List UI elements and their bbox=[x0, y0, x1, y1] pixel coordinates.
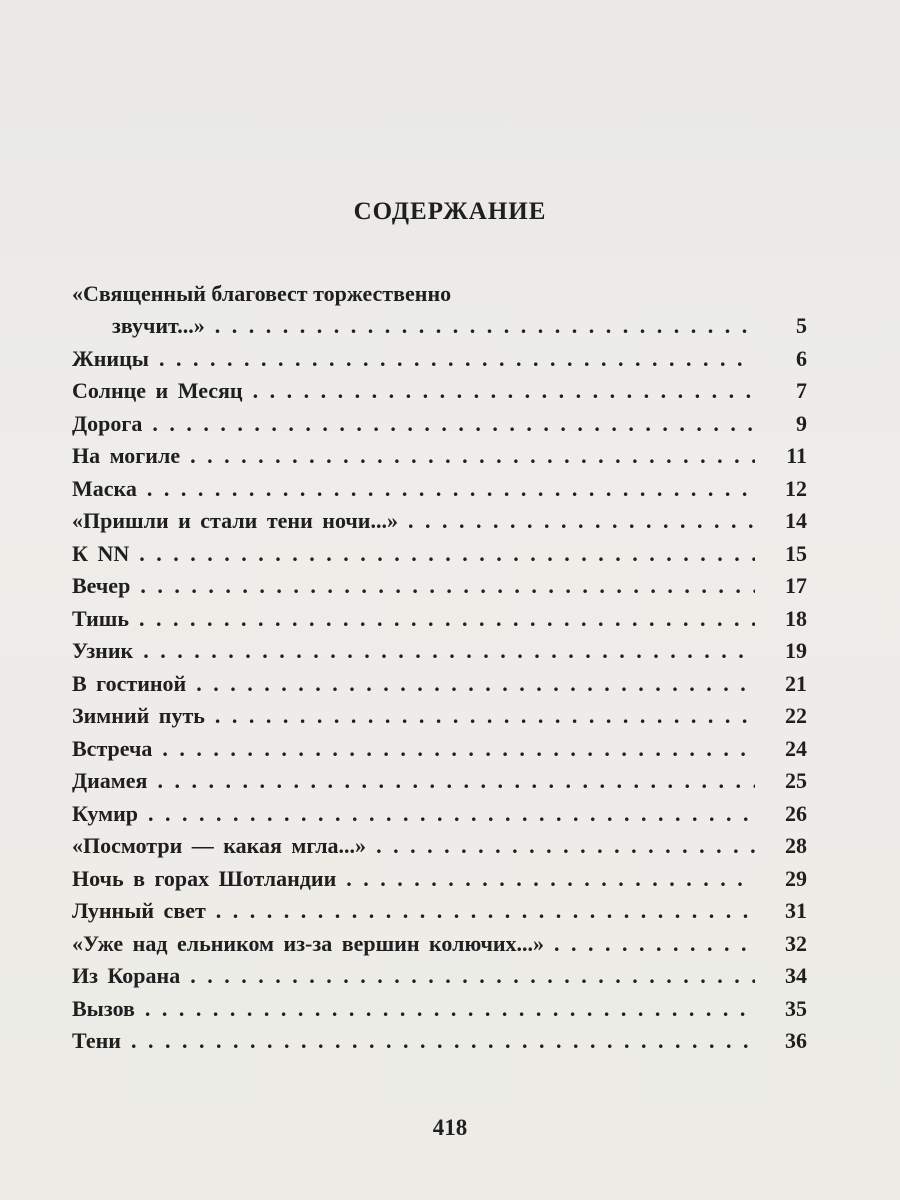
toc-entry-title: Солнце и Месяц bbox=[72, 378, 243, 403]
toc-entry bbox=[72, 928, 807, 961]
toc-entry-title: Тени bbox=[72, 1028, 121, 1053]
dot-leader bbox=[205, 310, 755, 343]
toc-page-number: 15 bbox=[785, 540, 807, 566]
toc-entry bbox=[72, 863, 807, 896]
toc-page-number: 19 bbox=[785, 638, 807, 663]
dot-leader bbox=[147, 765, 755, 798]
toc-entry-title: «Уже над ельником из-за вершин колючих...» bbox=[72, 930, 545, 956]
table-of-contents bbox=[72, 278, 807, 1058]
toc-entry-title: Из Корана bbox=[72, 963, 181, 988]
toc-entry-title: Жницы bbox=[72, 345, 149, 371]
page-title: СОДЕРЖАНИЕ bbox=[353, 198, 547, 225]
dot-leader bbox=[142, 408, 755, 441]
toc-page-number: 17 bbox=[785, 573, 807, 598]
toc-entry-title: Ночь в горах Шотландии bbox=[72, 865, 337, 891]
toc-entry bbox=[72, 798, 807, 831]
toc-entry bbox=[72, 830, 807, 863]
toc-entry bbox=[72, 765, 807, 798]
dot-leader bbox=[138, 798, 755, 831]
toc-entry bbox=[72, 603, 807, 636]
toc-entry-title: Встреча bbox=[72, 735, 153, 761]
dot-leader bbox=[180, 960, 755, 993]
toc-entry-title: Тишь bbox=[72, 605, 130, 631]
dot-leader bbox=[186, 668, 755, 701]
dot-leader bbox=[129, 538, 755, 571]
toc-entry-title: «Пришли и стали тени ночи...» bbox=[72, 508, 398, 533]
toc-page-number: 21 bbox=[785, 670, 807, 696]
toc-entry bbox=[72, 1025, 807, 1058]
toc-entry-title: Вечер bbox=[72, 573, 131, 598]
toc-entry bbox=[72, 570, 807, 603]
toc-page-number: 28 bbox=[785, 833, 807, 858]
toc-entry bbox=[72, 408, 807, 441]
toc-entry bbox=[72, 538, 807, 571]
toc-page-number: 5 bbox=[796, 313, 807, 338]
toc-page-number: 24 bbox=[785, 735, 807, 761]
toc-page-number: 11 bbox=[786, 443, 807, 468]
toc-entry bbox=[72, 895, 807, 928]
toc-entry bbox=[72, 505, 807, 538]
dot-leader bbox=[336, 863, 755, 896]
dot-leader bbox=[137, 473, 755, 506]
toc-entry-title: Дорога bbox=[72, 410, 143, 436]
dot-leader bbox=[366, 830, 755, 863]
toc-entry-title: Кумир bbox=[72, 800, 139, 826]
toc-entry bbox=[72, 635, 807, 668]
dot-leader bbox=[133, 635, 755, 668]
dot-leader bbox=[243, 375, 755, 408]
toc-page-number: 35 bbox=[785, 995, 807, 1021]
toc-entry-title: Зимний путь bbox=[72, 703, 205, 728]
dot-leader bbox=[398, 505, 755, 538]
toc-page-number: 36 bbox=[785, 1028, 807, 1053]
toc-page-number: 12 bbox=[785, 475, 807, 501]
toc-entry-title: Вызов bbox=[72, 995, 135, 1021]
toc-entry bbox=[72, 343, 807, 376]
toc-entry-title: К NN bbox=[72, 540, 130, 566]
toc-entry bbox=[72, 668, 807, 701]
toc-page-number: 26 bbox=[785, 800, 807, 826]
toc-page-number: 34 bbox=[785, 963, 807, 988]
dot-leader bbox=[130, 570, 755, 603]
dot-leader bbox=[121, 1025, 755, 1058]
toc-page-number: 32 bbox=[785, 930, 807, 956]
toc-entry bbox=[72, 960, 807, 993]
toc-page-number: 31 bbox=[785, 898, 807, 923]
toc-page-number: 6 bbox=[796, 345, 807, 371]
toc-entry bbox=[72, 473, 807, 506]
toc-entry bbox=[72, 733, 807, 766]
dot-leader bbox=[205, 700, 755, 733]
toc-entry bbox=[72, 700, 807, 733]
toc-page-number: 29 bbox=[785, 865, 807, 891]
toc-page-number: 14 bbox=[785, 508, 807, 533]
toc-entry-title: Маска bbox=[72, 475, 137, 501]
page-number: 418 bbox=[432, 1115, 468, 1140]
toc-page-number: 9 bbox=[796, 410, 807, 436]
toc-entry-title: В гостиной bbox=[72, 670, 187, 696]
toc-entry-title: Диамея bbox=[72, 768, 148, 793]
dot-leader bbox=[180, 440, 755, 473]
dot-leader bbox=[129, 603, 755, 636]
dot-leader bbox=[149, 343, 755, 376]
toc-entry-title: звучит...» bbox=[112, 313, 205, 338]
toc-entry bbox=[72, 375, 807, 408]
toc-entry-title: Лунный свет bbox=[72, 898, 206, 923]
toc-page-number: 25 bbox=[785, 768, 807, 793]
toc-entry bbox=[72, 440, 807, 473]
toc-page-number: 7 bbox=[796, 378, 807, 403]
dot-leader bbox=[152, 733, 755, 766]
dot-leader bbox=[544, 928, 755, 961]
toc-entry bbox=[72, 993, 807, 1026]
toc-page-number: 22 bbox=[785, 703, 807, 728]
dot-leader bbox=[135, 993, 755, 1026]
toc-entry-title: Узник bbox=[72, 638, 134, 663]
toc-entry-title: «Посмотри — какая мгла...» bbox=[72, 833, 367, 858]
dot-leader bbox=[206, 895, 755, 928]
toc-entry-title: На могиле bbox=[72, 443, 181, 468]
toc-entry bbox=[72, 278, 807, 343]
toc-page-number: 18 bbox=[785, 605, 807, 631]
toc-entry-first-line: «Священный благовест торжественно bbox=[72, 281, 452, 306]
